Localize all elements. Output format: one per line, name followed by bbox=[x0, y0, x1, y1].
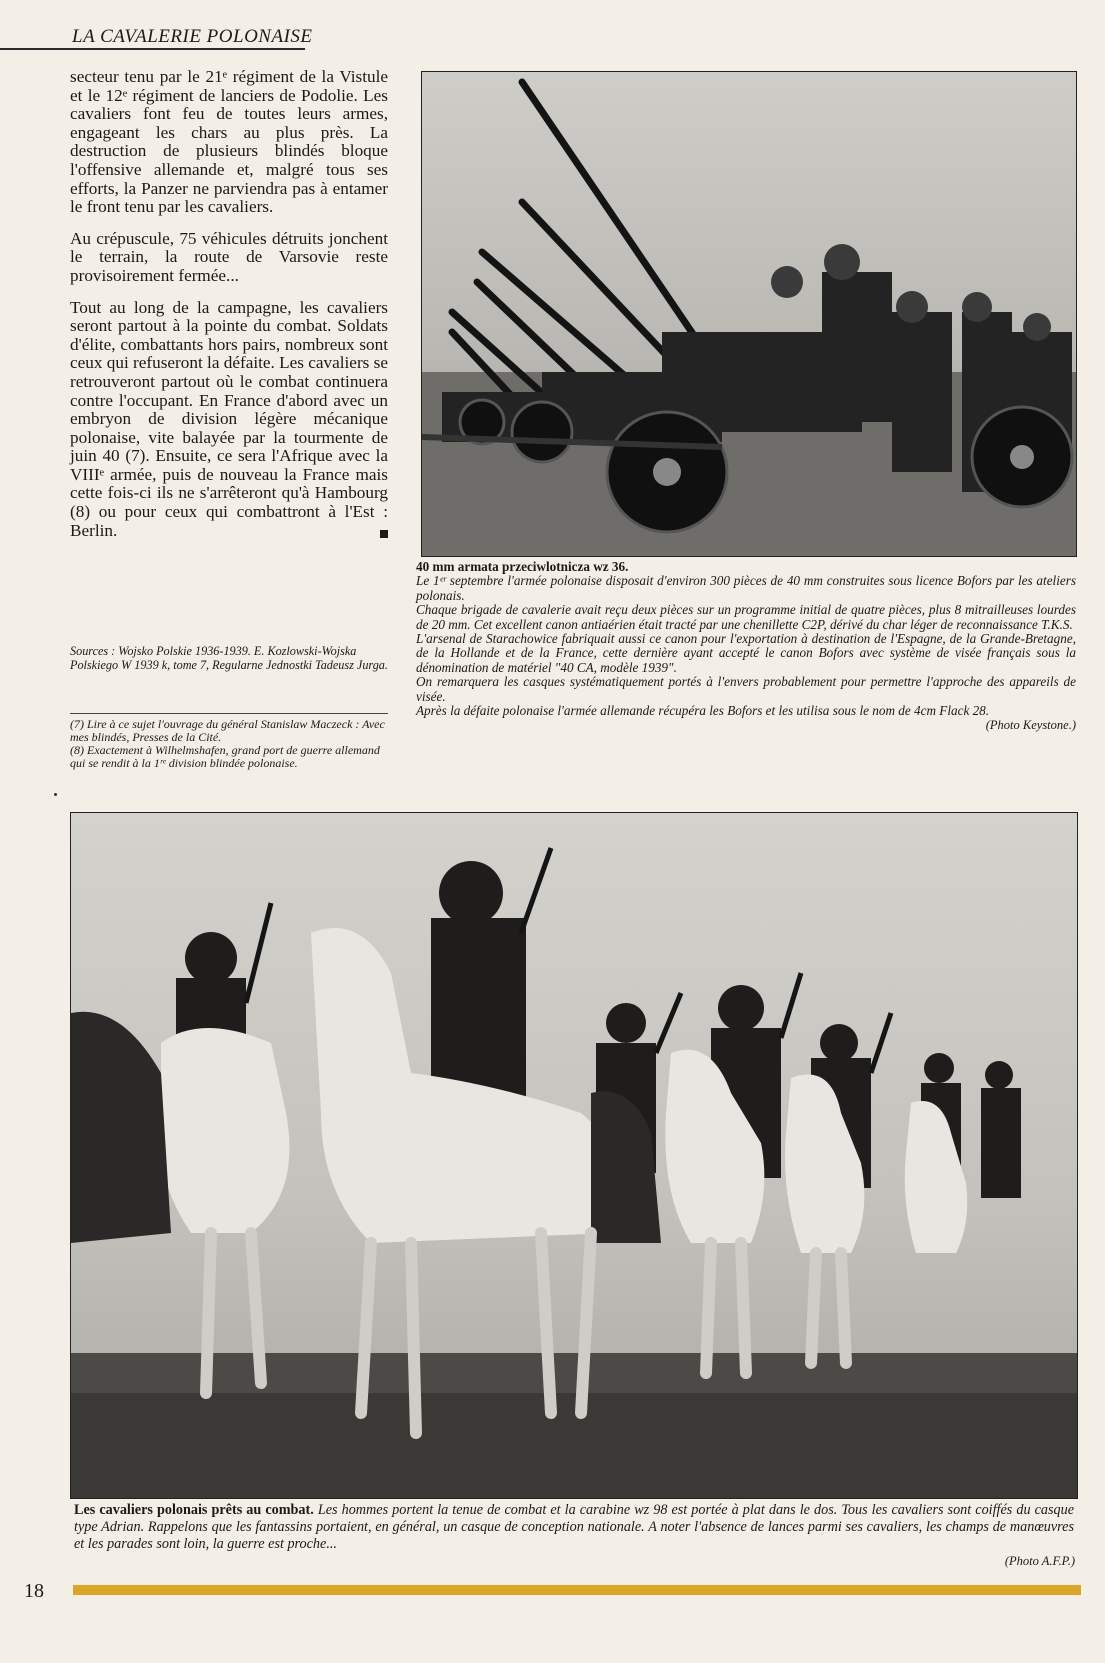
footnotes bbox=[70, 718, 388, 770]
sources-note: Sources : Wojsko Polskie 1936-1939. E. Kozlowski-Wojska Polskiego W 1939 k, tome 7, Regularne Jednostki Tadeusz Jurga. bbox=[70, 644, 388, 672]
article-paragraph-3 bbox=[70, 299, 388, 541]
photo1-credit: (Photo Keystone.) bbox=[985, 718, 1076, 733]
article-paragraph-1: secteur tenu par le 21ᵉ régiment de la Vistule et le 12ᵉ régiment de lanciers de Podolie. Les cavaliers font feu de toutes leurs armes, engageant les chars au plus près. La destruction de plusieurs blindés bloque l'offensive allemande et, malgré tous ses efforts, la Panzer ne parviendra pas à entamer le front tenu par les cavaliers. bbox=[70, 67, 388, 217]
running-header: LA CAVALERIE POLONAISE bbox=[72, 26, 313, 47]
photo-cavalry bbox=[70, 812, 1078, 1499]
footnote-8: (8) Exactement à Wilhelmshafen, grand port de guerre allemand qui se rendit à la 1ʳᵉ division blindée polonaise. bbox=[70, 743, 380, 770]
footer-accent-bar bbox=[73, 1585, 1081, 1595]
article-column bbox=[70, 68, 388, 553]
photo2-caption bbox=[74, 1502, 1074, 1552]
photo1-caption-line-4: On remarquera les casques systématiquement portés à l'envers probablement pour permettre l'approche des appareils de visée. bbox=[416, 674, 1076, 704]
notes-divider bbox=[70, 713, 388, 714]
end-of-article-mark bbox=[380, 530, 388, 538]
article-paragraph-3-text: Tout au long de la campagne, les cavaliers seront partout à la pointe du combat. Soldats d'élite, combattants hors pairs, nombreux sont ceux qui refuseront la défaite. Les cavaliers se retrouveront partout où le combat continuera contre l'occupant. En France d'abord avec un embryon de division légère mécanique polonaise, vite balayée par la tourmente de juin 40 (7). Ensuite, ce sera l'Afrique avec la VIIIᵉ armée, puis de nouveau la France mais cette fois-ci ils ne s'arrêteront qu'à Hambourg (8) ou pour ceux qui combattront à l'Est : Berlin. bbox=[70, 297, 388, 540]
photo1-caption-line-1: Le 1ᵉʳ septembre l'armée polonaise disposait d'environ 300 pièces de 40 mm construites sous licence Bofors par les ateliers polonais. bbox=[416, 573, 1076, 603]
photo-antiaircraft-guns bbox=[421, 71, 1077, 557]
footnote-7: (7) Lire à ce sujet l'ouvrage du général Stanislaw Maczeck : Avec mes blindés, Presses de la Cité. bbox=[70, 717, 385, 744]
photo2-credit: (Photo A.F.P.) bbox=[1004, 1554, 1075, 1568]
antiaircraft-photo-image bbox=[422, 72, 1076, 556]
photo1-caption-title: 40 mm armata przeciwlotnicza wz 36. bbox=[416, 559, 629, 574]
photo2-caption-title: Les cavaliers polonais prêts au combat. bbox=[74, 1502, 314, 1518]
photo1-caption-line-3: L'arsenal de Starachowice fabriquait aussi ce canon pour l'exportation à destination de l'Espagne, de la Grande-Bretagne, de la Hollande et de la France, cette dernière ayant accepté le canon Bofors avec système de visée français sous la dénomination de matériel "40 CA, modèle 1939". bbox=[416, 631, 1076, 675]
page-number: 18 bbox=[24, 1580, 44, 1602]
photo1-caption-line-5-text: Après la défaite polonaise l'armée allemande récupéra les Bofors et les utilisa sous le nom de 4cm Flack 28. bbox=[416, 703, 990, 719]
photo1-caption-line-2: Chaque brigade de cavalerie avait reçu deux pièces sur un programme initial de quatre pièces, plus 8 mitrailleuses lourdes de 20 mm. Cet excellent canon antiaérien était tracté par une chenillette C2P, dérivé du char léger de reconnaissance T.K.S. bbox=[416, 602, 1076, 632]
article-paragraph-2: Au crépuscule, 75 véhicules détruits jonchent le terrain, la route de Varsovie reste provisoirement fermée... bbox=[70, 228, 388, 285]
photo2-caption-text: Les hommes portent la tenue de combat et la carabine wz 98 est portée à plat dans le dos. Tous les cavaliers sont coiffés du casque type Adrian. Rappelons que les fantassins portaient, en général, un casque de conception nationale. A noter l'absence de lances parmi ses cavaliers, les champs de manœuvres et les parades sont loin, la guerre est proche... bbox=[74, 1502, 1074, 1552]
photo1-caption bbox=[416, 560, 1076, 733]
margin-dot bbox=[54, 793, 57, 796]
header-rule bbox=[0, 48, 305, 50]
photo1-caption-line-5 bbox=[416, 703, 1076, 733]
cavalry-photo-image bbox=[71, 813, 1077, 1498]
